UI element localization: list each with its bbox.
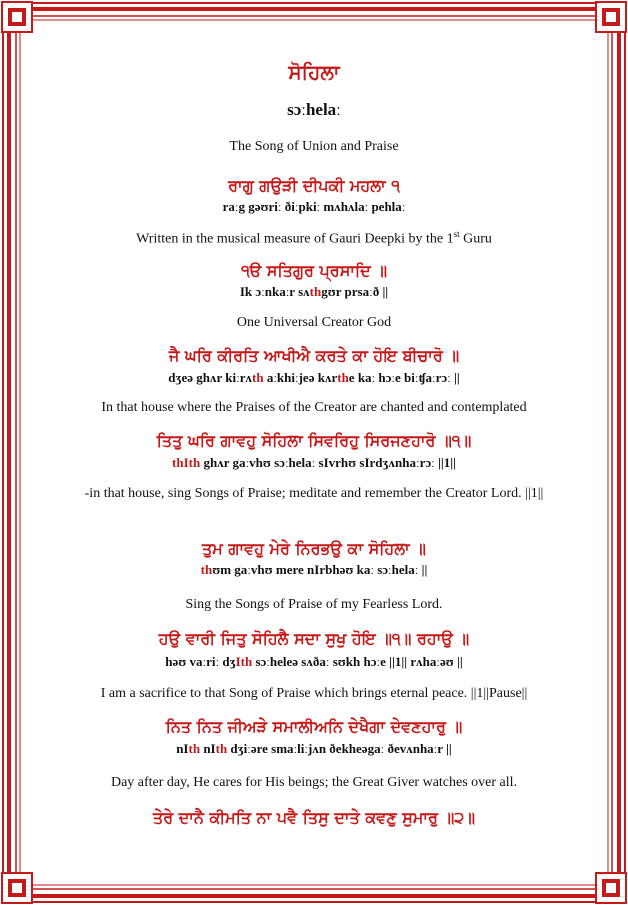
verse-translation: One Universal Creator God [236,315,392,330]
verse-transliteration: dʒeə ghʌr kiːrʌth aːkhiːjeə kʌrthe kaː hɔːe biːʧaːrɔː || [168,370,460,385]
verse-translation: Day after day, He cares for His beings; the Great Giver watches over all. [110,775,518,790]
verse-transliteration: raːg gəʊriː ðiːpkiː mʌhʌlaː pehlaː [222,199,406,214]
verse-translation: Written in the musical measure of Gauri Deepki by the 1st Guru [136,229,492,247]
verse-gurmukhi: ੧ੳ ਸਤਿਗੁਰ ਪ੍ਰਸਾਦਿ ॥ [240,261,388,280]
page-title: ਸੋਹਿਲਾ [288,60,340,84]
verse-translation: Sing the Songs of Praise of my Fearless Lord. [185,597,443,612]
verse-gurmukhi: ਤੇਰੇ ਦਾਨੈ ਕੀਮਤਿ ਨਾ ਪਵੈ ਤਿਸੁ ਦਾਤੇ ਕਵਣੁ ਸੁਮਾਰੁ ॥੨॥ [152,808,476,827]
subtitle-translation: The Song of Union and Praise [229,139,399,154]
verse-translation: -in that house, sing Songs of Praise; meditate and remember the Creator Lord. ||1|| [84,486,544,501]
verse-transliteration: thʊm gaːvhʊ mere nIrbhəʊ kaː sɔːhelaː || [200,562,428,577]
verse-gurmukhi: ਹਉ ਵਾਰੀ ਜਿਤੁ ਸੋਹਿਲੈ ਸਦਾ ਸੁਖੁ ਹੋਇ ॥੧॥ ਰਹਾਉ ॥ [158,629,470,648]
verse-transliteration: həʊ vaːriː dʒIth sɔːheleə sʌðaː sʊkh hɔːe ||1|| rʌhaːəʊ || [165,654,463,669]
verse-gurmukhi: ਰਾਗੁ ਗਉੜੀ ਦੀਪਕੀ ਮਹਲਾ ੧ [228,176,400,195]
verse-translation: I am a sacrifice to that Song of Praise which brings eternal peace. ||1||Pause|| [100,686,528,701]
verse-transliteration: thIth ghʌr gaːvhʊ sɔːhelaː sIvrhʊ sIrdʒʌnhaːrɔː ||1|| [172,455,456,470]
verse-gurmukhi: ਜੈ ਘਰਿ ਕੀਰਤਿ ਆਖੀਐ ਕਰਤੇ ਕਾ ਹੋਇ ਬੀਚਾਰੋ ॥ [168,346,460,365]
verse-translation: In that house where the Praises of the Creator are chanted and contemplated [101,400,527,415]
verse-transliteration: Ik ɔːnkaːr sʌthgʊr prsaːð || [239,284,389,299]
verse-gurmukhi: ਤੁਮ ਗਾਵਹੁ ਮੇਰੇ ਨਿਰਭਉ ਕਾ ਸੋਹਿਲਾ ॥ [202,539,426,558]
verse-gurmukhi: ਨਿਤ ਨਿਤ ਜੀਅੜੇ ਸਮਾਲੀਅਨਿ ਦੇਖੈਗਾ ਦੇਵਣਹਾਰੁ ॥ [165,717,463,736]
verse-gurmukhi: ਤਿਤੁ ਘਰਿ ਗਾਵਹੁ ਸੋਹਿਲਾ ਸਿਵਰਿਹੁ ਸਿਰਜਣਹਾਰੋ ॥੧॥ [156,431,472,450]
verse-transliteration: nIth nIth dʒiːəre smaːliːjʌn ðekheəgaː ðevʌnhaːr || [176,741,452,756]
page-subtitle: sɔːhelaː [287,100,341,119]
